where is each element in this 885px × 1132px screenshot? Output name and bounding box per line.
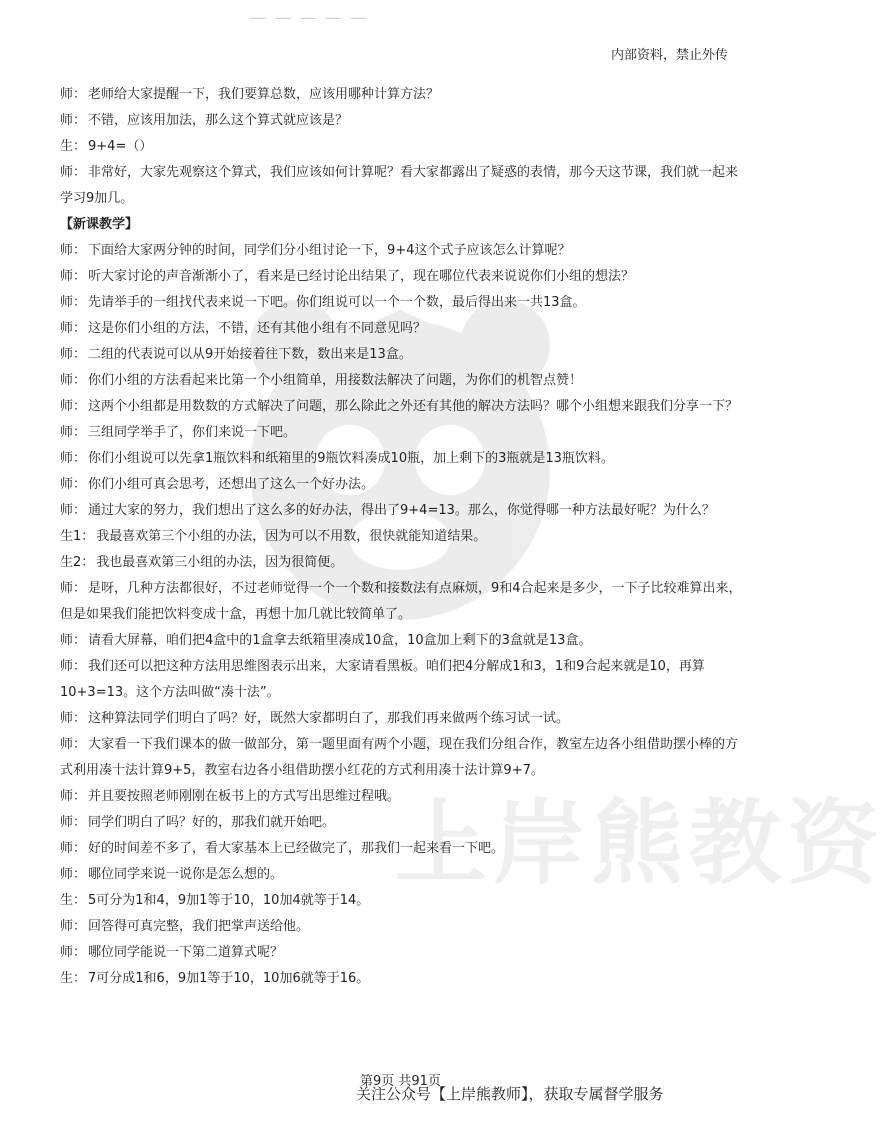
dialogue-line xyxy=(60,940,744,966)
speaker-label: 师： xyxy=(60,789,87,804)
speaker-label: 师： xyxy=(60,841,87,856)
speaker-label: 师： xyxy=(60,87,87,102)
watermark-text: 上岸熊教资 xyxy=(395,790,885,897)
dialogue-text: 听大家讨论的声音渐渐小了，看来是已经讨论出结果了，现在哪位代表来说说你们小组的想法？ xyxy=(88,269,635,284)
speaker-label: 师： xyxy=(60,321,87,336)
confidential-note: 内部资料，禁止外传 xyxy=(610,48,728,63)
speaker-label: 师： xyxy=(60,919,87,934)
dialogue-line xyxy=(60,550,744,576)
speaker-label: 师： xyxy=(60,425,87,440)
speaker-label: 师： xyxy=(60,373,87,388)
speaker-label: 师： xyxy=(60,945,87,960)
speaker-label: 师： xyxy=(60,399,87,414)
speaker-label: 生1： xyxy=(60,529,95,544)
dialogue-line xyxy=(60,862,744,888)
dialogue-text: 先请举手的一组找代表来说一下吧。你们组说可以一个一个数，最后得出来一共13盒。 xyxy=(88,295,586,310)
dialogue-text: 我们还可以把这种方法用思维图表示出来，大家请看黑板。咱们把4分解成1和3，1和9合起来就是10，再算10+3=13。这个方法叫做“凑十法”。 xyxy=(60,659,705,700)
dialogue-text: 老师给大家提醒一下，我们要算总数，应该用哪种计算方法？ xyxy=(88,87,440,102)
dialogue-text: 哪位同学能说一下第二道算式呢？ xyxy=(88,945,284,960)
dialogue-text: 二组的代表说可以从9开始接着往下数，数出来是13盒。 xyxy=(88,347,412,362)
dialogue-line xyxy=(60,914,744,940)
dialogue-text: 回答得可真完整，我们把掌声送给他。 xyxy=(88,919,310,934)
dialogue-text: 下面给大家两分钟的时间，同学们分小组讨论一下，9+4这个式子应该怎么计算呢？ xyxy=(88,243,571,258)
speaker-label: 师： xyxy=(60,165,87,180)
dialogue-line xyxy=(60,368,744,394)
dialogue-text: 同学们明白了吗？好的，那我们就开始吧。 xyxy=(88,815,336,830)
faint-title: — — — — — xyxy=(250,8,369,27)
speaker-label: 师： xyxy=(60,815,87,830)
dialogue-text: 通过大家的努力，我们想出了这么多的好办法，得出了9+4=13。那么，你觉得哪一种方法最好呢？为什么？ xyxy=(88,503,715,518)
speaker-label: 生： xyxy=(60,971,87,986)
dialogue-text: 7可分成1和6，9加1等于10，10加6就等于16。 xyxy=(88,971,370,986)
dialogue-text: 9+4=（） xyxy=(88,139,153,154)
dialogue-line xyxy=(60,342,744,368)
dialogue-line xyxy=(60,810,744,836)
dialogue-line xyxy=(60,264,744,290)
dialogue-text: 这两个小组都是用数数的方式解决了问题，那么除此之外还有其他的解决方法吗？哪个小组想来跟我们分享一下？ xyxy=(88,399,739,414)
speaker-label: 师： xyxy=(60,295,87,310)
speaker-label: 师： xyxy=(60,711,87,726)
dialogue-line xyxy=(60,576,744,628)
section-heading xyxy=(60,212,744,238)
dialogue-line xyxy=(60,290,744,316)
dialogue-text: 我最喜欢第三个小组的办法，因为可以不用数，很快就能知道结果。 xyxy=(96,529,487,544)
dialogue-text: 三组同学举手了，你们来说一下吧。 xyxy=(88,425,297,440)
dialogue-line xyxy=(60,394,744,420)
dialogue-text: 我也最喜欢第三小组的办法，因为很简便。 xyxy=(96,555,344,570)
speaker-label: 师： xyxy=(60,659,87,674)
dialogue-line xyxy=(60,108,744,134)
dialogue-text: 哪位同学来说一说你是怎么想的。 xyxy=(88,867,284,882)
dialogue-line xyxy=(60,732,744,784)
dialogue-text: 非常好，大家先观察这个算式，我们应该如何计算呢？看大家都露出了疑惑的表情，那今天这节课，我们就一起来学习9加几。 xyxy=(60,165,739,206)
lesson-transcript xyxy=(60,82,744,992)
dialogue-line xyxy=(60,784,744,810)
speaker-label: 师： xyxy=(60,347,87,362)
dialogue-text: 这是你们小组的方法，不错，还有其他小组有不同意见吗？ xyxy=(88,321,427,336)
dialogue-line xyxy=(60,446,744,472)
speaker-label: 师： xyxy=(60,633,87,648)
dialogue-line xyxy=(60,472,744,498)
dialogue-line xyxy=(60,654,744,706)
dialogue-line xyxy=(60,238,744,264)
dialogue-line xyxy=(60,316,744,342)
dialogue-text: 并且要按照老师刚刚在板书上的方式写出思维过程哦。 xyxy=(88,789,401,804)
dialogue-text: 好的时间差不多了，看大家基本上已经做完了，那我们一起来看一下吧。 xyxy=(88,841,505,856)
dialogue-text: 这种算法同学们明白了吗？好，既然大家都明白了，那我们再来做两个练习试一试。 xyxy=(88,711,570,726)
speaker-label: 师： xyxy=(60,243,87,258)
dialogue-text: 【新课教学】 xyxy=(60,217,139,232)
dialogue-text: 你们小组的方法看起来比第一个小组简单，用接数法解决了问题，为你们的机智点赞！ xyxy=(88,373,583,388)
dialogue-text: 不错，应该用加法，那么这个算式就应该是？ xyxy=(88,113,349,128)
speaker-label: 生2： xyxy=(60,555,95,570)
dialogue-line xyxy=(60,966,744,992)
dialogue-line xyxy=(60,498,744,524)
speaker-label: 生： xyxy=(60,893,87,908)
speaker-label: 师： xyxy=(60,451,87,466)
dialogue-line xyxy=(60,836,744,862)
dialogue-text: 请看大屏幕，咱们把4盒中的1盒拿去纸箱里凑成10盒，10盒加上剩下的3盒就是13盒。 xyxy=(88,633,592,648)
dialogue-text: 你们小组可真会思考，还想出了这么一个好办法。 xyxy=(88,477,375,492)
dialogue-line xyxy=(60,160,744,212)
dialogue-line xyxy=(60,706,744,732)
speaker-label: 师： xyxy=(60,113,87,128)
speaker-label: 师： xyxy=(60,503,87,518)
dialogue-line xyxy=(60,628,744,654)
dialogue-line xyxy=(60,134,744,160)
speaker-label: 师： xyxy=(60,477,87,492)
speaker-label: 师： xyxy=(60,737,87,752)
dialogue-line xyxy=(60,524,744,550)
speaker-label: 生： xyxy=(60,139,87,154)
page-number: 第9页 共91页 xyxy=(360,1074,441,1089)
speaker-label: 师： xyxy=(60,867,87,882)
dialogue-line xyxy=(60,82,744,108)
dialogue-text: 5可分为1和4，9加1等于10，10加4就等于14。 xyxy=(88,893,370,908)
footer-promo: 关注公众号【上岸熊教师】，获取专属督学服务 xyxy=(356,1085,664,1103)
dialogue-text: 你们小组说可以先拿1瓶饮料和纸箱里的9瓶饮料凑成10瓶，加上剩下的3瓶就是13瓶饮料。 xyxy=(88,451,614,466)
dialogue-line xyxy=(60,888,744,914)
dialogue-text: 大家看一下我们课本的做一做部分，第一题里面有两个小题，现在我们分组合作，教室左边各小组借助摆小棒的方式利用凑十法计算9+5，教室右边各小组借助摆小红花的方式利用凑十法计算9+7。 xyxy=(60,737,739,778)
speaker-label: 师： xyxy=(60,269,87,284)
dialogue-text: 是呀，几种方法都很好，不过老师觉得一个一个数和接数法有点麻烦，9和4合起来是多少，一下子比较难算出来，但是如果我们能把饮料变成十盒，再想十加几就比较简单了。 xyxy=(60,581,742,622)
dialogue-line xyxy=(60,420,744,446)
speaker-label: 师： xyxy=(60,581,87,596)
